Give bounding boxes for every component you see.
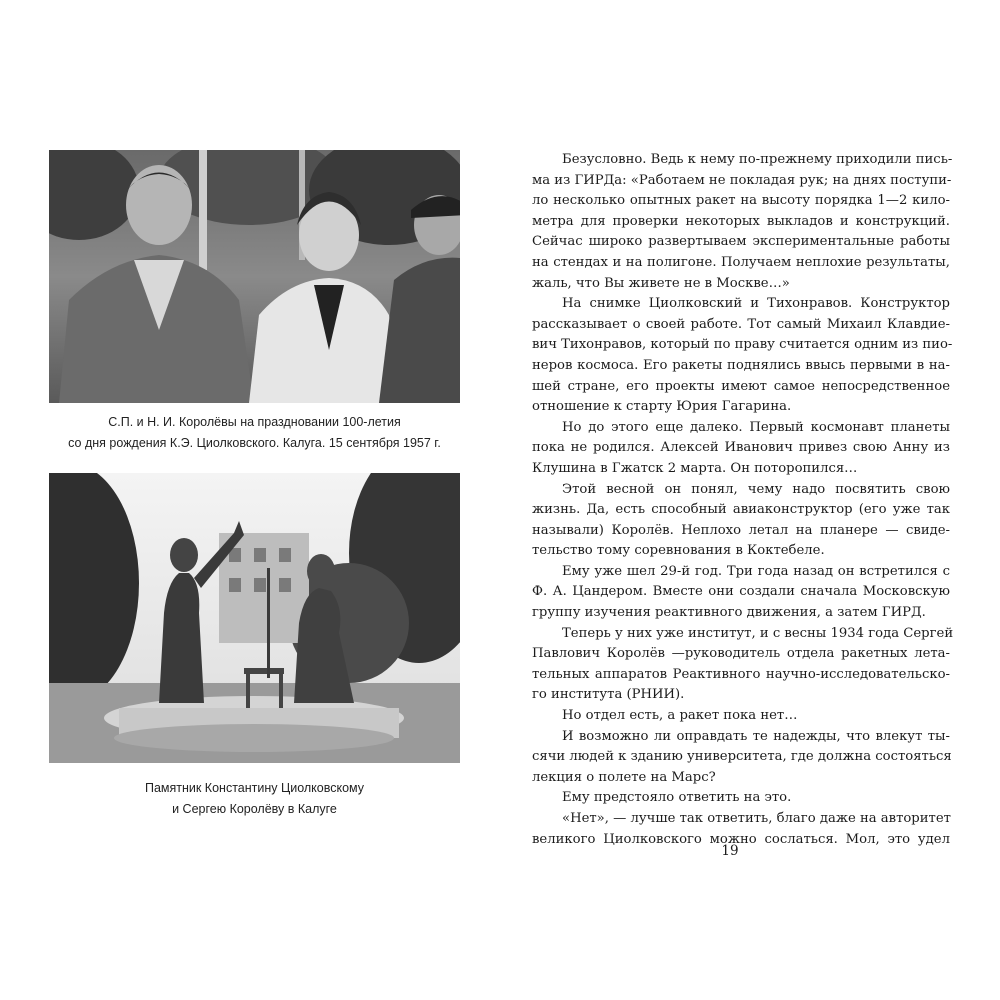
text-line: на стендах и на полигоне. Получаем неплохие результаты, [532,254,950,270]
text-line: Клушина в Гжатск 2 марта. Он поторопился… [532,460,858,476]
text-line: Но отдел есть, а ракет пока нет… [562,708,798,724]
photo-korolevs-image [49,150,460,403]
text-line: жизнь. Да, есть способный авиаконструктор (его уже так [532,502,950,518]
photo-monument-image [49,473,460,763]
text-line: Павлович Королёв —руководитель отдела ракетных лета- [532,646,950,662]
text-line: На снимке Циолковский и Тихонравов. Конструктор [562,296,950,312]
text-line: тельство тому соревнования в Коктебеле. [532,543,825,559]
text-line: тельных аппаратов Реактивного научно-исследовательско- [532,666,950,682]
text-line: отношение к старту Юрия Гагарина. [532,399,792,415]
body-text-column [532,150,954,850]
text-line: пока не родился. Алексей Иванович привез свою Анну из [532,440,950,456]
page-number: 19 [721,843,739,859]
text-line: называли) Королёв. Неплохо летал на планере — свиде- [532,522,950,538]
text-line: Сейчас широко развертываем экспериментальные работы [532,234,950,250]
text-line: Безусловно. Ведь к нему по-прежнему приходили пись- [562,152,953,167]
photo-caption-korolevs [49,412,460,454]
caption-line: со дня рождения К.Э. Циолковского. Калуга. 15 сентября 1957 г. [68,436,441,450]
text-line: лекция о полете на Марс? [532,769,716,785]
text-line: ма из ГИРДа: «Работаем не покладая рук; на днях поступи- [532,172,952,188]
text-line: «Нет», — лучше так ответить, благо даже на авторитет [562,811,951,826]
text-line: Ему предстояло ответить на это. [562,790,792,806]
text-line: великого Циолковского можно сослаться. Мол, это удел [532,831,950,847]
text-line: шей стране, его проекты имеют самое непосредственное [532,378,950,394]
photo-monument-kaluga [49,473,460,763]
caption-line: Памятник Константину Циолковскому [144,781,365,795]
text-line: Но до этого еще далеко. Первый космонавт планеты [562,419,950,435]
text-line: ло несколько опытных ракет на высоту порядка 1—2 кило- [532,193,950,209]
text-line: жаль, что Вы живете не в Москве…» [532,275,790,291]
text-line: Ф. А. Цандером. Вместе они создали сначала Московскую [532,584,950,600]
photo-korolevs-celebration [49,150,460,403]
caption-line: и Сергею Королёву в Калуге [172,802,337,816]
text-line: метра для проверки некоторых выкладов и конструкций. [532,213,950,229]
text-line: неров космоса. Его ракеты поднялись ввысь первыми в на- [532,357,950,373]
text-line: И возможно ли оправдать те надежды, что влекут ты- [562,728,950,744]
text-line: Этой весной он понял, чему надо посвятить свою [562,481,950,497]
caption-line: С.П. и Н. И. Королёвы на праздновании 100-летия [108,415,401,429]
text-line: рассказывает о своей работе. Тот самый Михаил Клавдие- [532,316,950,332]
text-line: группу изучения реактивного движения, а затем ГИРД. [532,605,926,621]
text-line: го института (РНИИ). [532,687,685,703]
text-line: вич Тихонравов, который по праву считается одним из пио- [532,337,953,353]
text-line: Ему уже шел 29-й год. Три года назад он встретился с [562,563,950,579]
photo-caption-monument [49,778,460,820]
text-line: Теперь у них уже институт, и с весны 1934 года Сергей [562,625,954,641]
text-line: сячи людей к зданию университета, где должна состояться [532,749,952,765]
